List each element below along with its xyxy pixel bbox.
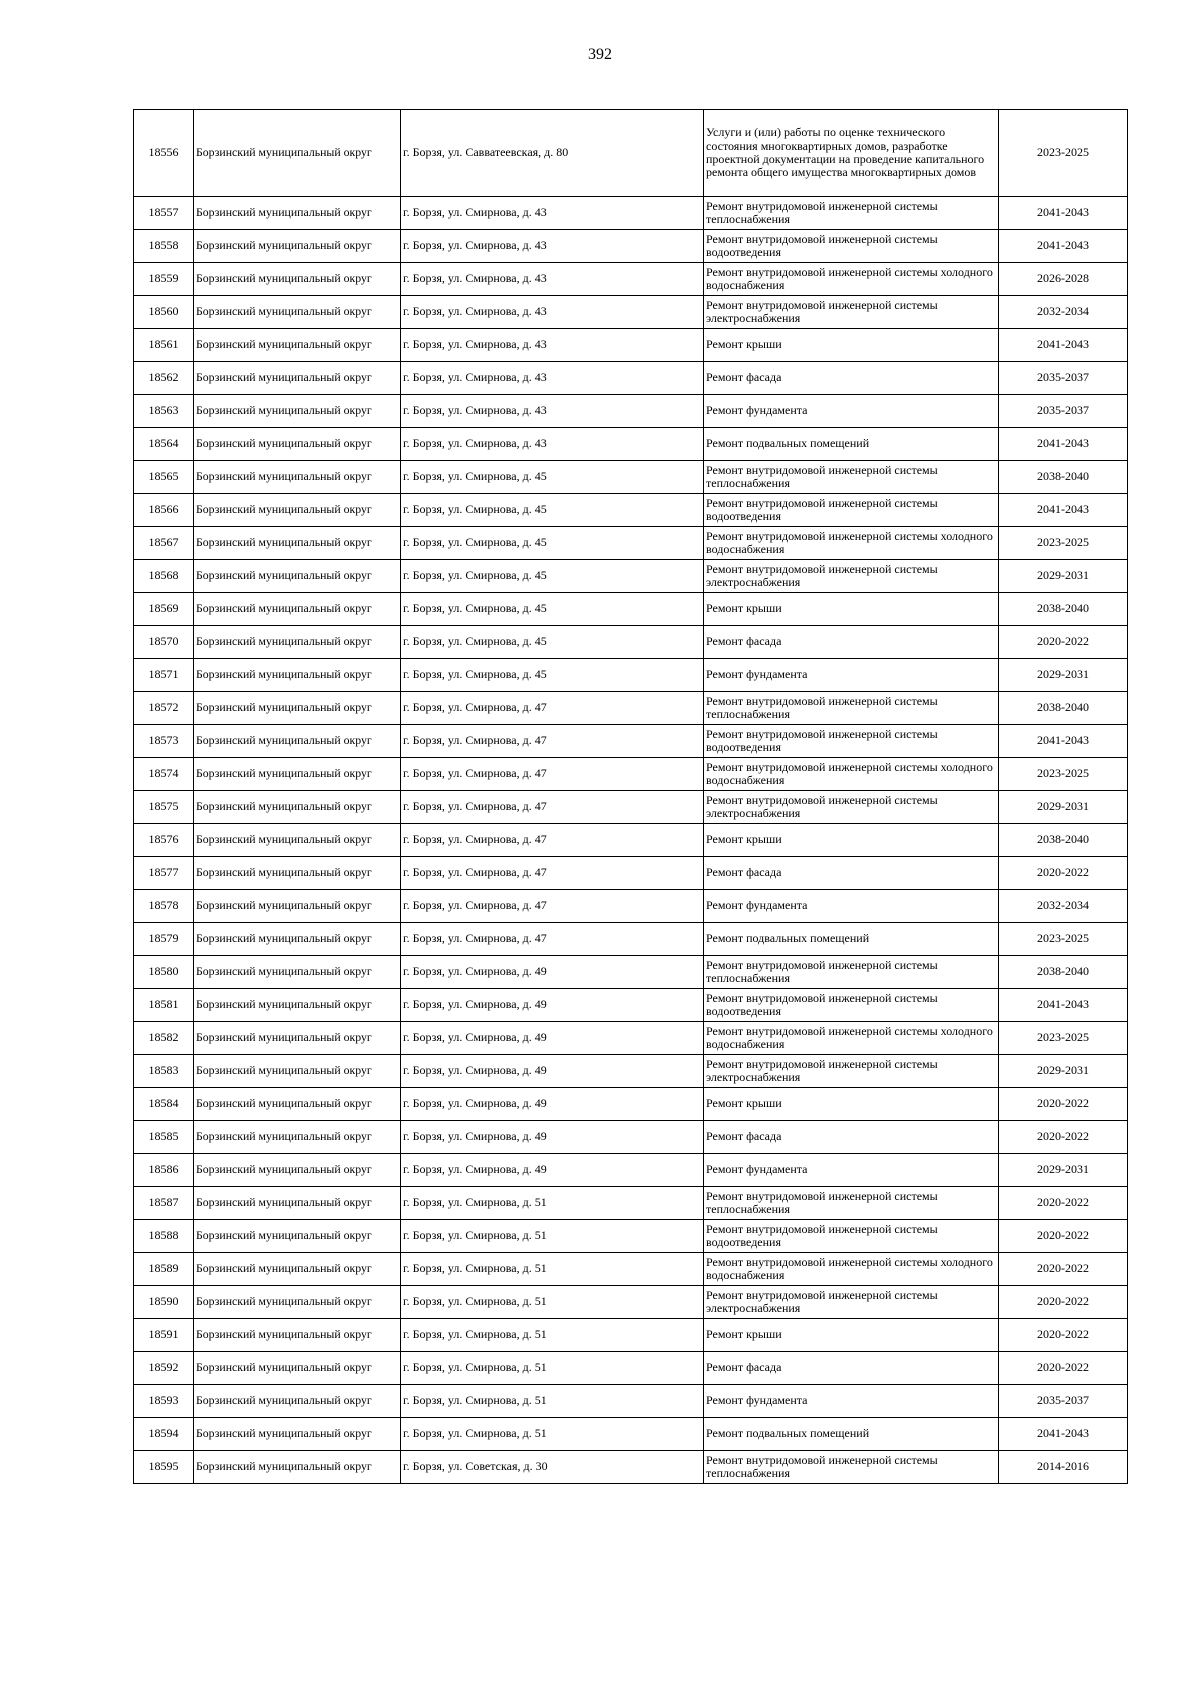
work-type-cell: Ремонт внутридомовой инженерной системы электроснабжения: [704, 791, 999, 824]
address-cell: г. Борзя, ул. Смирнова, д. 51: [401, 1253, 704, 1286]
district-cell: Борзинский муниципальный округ: [194, 725, 401, 758]
period-cell: 2029-2031: [999, 560, 1128, 593]
row-id-cell: 18570: [134, 626, 194, 659]
table-row: [134, 1352, 1128, 1385]
table-row: [134, 395, 1128, 428]
work-type-cell: Ремонт внутридомовой инженерной системы электроснабжения: [704, 296, 999, 329]
period-cell: 2029-2031: [999, 1154, 1128, 1187]
row-id-cell: 18572: [134, 692, 194, 725]
work-type-cell: Ремонт внутридомовой инженерной системы электроснабжения: [704, 560, 999, 593]
district-cell: Борзинский муниципальный округ: [194, 329, 401, 362]
work-type-cell: Ремонт внутридомовой инженерной системы теплоснабжения: [704, 1187, 999, 1220]
period-cell: 2023-2025: [999, 527, 1128, 560]
district-cell: Борзинский муниципальный округ: [194, 230, 401, 263]
table-row: [134, 1055, 1128, 1088]
row-id-cell: 18579: [134, 923, 194, 956]
address-cell: г. Борзя, ул. Смирнова, д. 51: [401, 1187, 704, 1220]
work-type-cell: Ремонт внутридомовой инженерной системы водоотведения: [704, 1220, 999, 1253]
period-cell: 2020-2022: [999, 857, 1128, 890]
table-row: [134, 494, 1128, 527]
address-cell: г. Борзя, ул. Смирнова, д. 51: [401, 1220, 704, 1253]
table-row: [134, 758, 1128, 791]
period-cell: 2041-2043: [999, 197, 1128, 230]
district-cell: Борзинский муниципальный округ: [194, 857, 401, 890]
table-row: [134, 296, 1128, 329]
district-cell: Борзинский муниципальный округ: [194, 1154, 401, 1187]
district-cell: Борзинский муниципальный округ: [194, 428, 401, 461]
table-row: [134, 626, 1128, 659]
address-cell: г. Борзя, ул. Смирнова, д. 43: [401, 362, 704, 395]
table-row: [134, 1088, 1128, 1121]
period-cell: 2020-2022: [999, 1253, 1128, 1286]
work-type-cell: Ремонт фасада: [704, 857, 999, 890]
work-type-cell: Ремонт внутридомовой инженерной системы водоотведения: [704, 989, 999, 1022]
table-row: [134, 692, 1128, 725]
period-cell: 2035-2037: [999, 1385, 1128, 1418]
row-id-cell: 18593: [134, 1385, 194, 1418]
work-type-cell: Ремонт внутридомовой инженерной системы водоотведения: [704, 494, 999, 527]
work-type-cell: Ремонт внутридомовой инженерной системы холодного водоснабжения: [704, 1022, 999, 1055]
district-cell: Борзинский муниципальный округ: [194, 1055, 401, 1088]
period-cell: 2038-2040: [999, 593, 1128, 626]
address-cell: г. Борзя, ул. Смирнова, д. 45: [401, 527, 704, 560]
period-cell: 2035-2037: [999, 362, 1128, 395]
address-cell: г. Борзя, ул. Смирнова, д. 49: [401, 1121, 704, 1154]
period-cell: 2041-2043: [999, 989, 1128, 1022]
work-type-cell: Ремонт крыши: [704, 329, 999, 362]
row-id-cell: 18573: [134, 725, 194, 758]
table-row: [134, 1451, 1128, 1484]
table-row: [134, 110, 1128, 197]
period-cell: 2020-2022: [999, 1352, 1128, 1385]
period-cell: 2035-2037: [999, 395, 1128, 428]
row-id-cell: 18592: [134, 1352, 194, 1385]
address-cell: г. Борзя, ул. Смирнова, д. 49: [401, 1154, 704, 1187]
district-cell: Борзинский муниципальный округ: [194, 1319, 401, 1352]
table-row: [134, 461, 1128, 494]
address-cell: г. Борзя, ул. Смирнова, д. 47: [401, 890, 704, 923]
work-type-cell: Ремонт фасада: [704, 1121, 999, 1154]
address-cell: г. Борзя, ул. Смирнова, д. 43: [401, 263, 704, 296]
address-cell: г. Борзя, ул. Смирнова, д. 47: [401, 857, 704, 890]
address-cell: г. Борзя, ул. Смирнова, д. 43: [401, 197, 704, 230]
address-cell: г. Борзя, ул. Смирнова, д. 51: [401, 1385, 704, 1418]
table-row: [134, 362, 1128, 395]
work-type-cell: Ремонт внутридомовой инженерной системы холодного водоснабжения: [704, 527, 999, 560]
district-cell: Борзинский муниципальный округ: [194, 692, 401, 725]
district-cell: Борзинский муниципальный округ: [194, 1253, 401, 1286]
work-type-cell: Ремонт внутридомовой инженерной системы водоотведения: [704, 230, 999, 263]
address-cell: г. Борзя, ул. Смирнова, д. 43: [401, 296, 704, 329]
period-cell: 2038-2040: [999, 824, 1128, 857]
district-cell: Борзинский муниципальный округ: [194, 626, 401, 659]
period-cell: 2020-2022: [999, 1187, 1128, 1220]
work-type-cell: Ремонт внутридомовой инженерной системы теплоснабжения: [704, 197, 999, 230]
period-cell: 2041-2043: [999, 428, 1128, 461]
address-cell: г. Борзя, ул. Смирнова, д. 47: [401, 791, 704, 824]
row-id-cell: 18556: [134, 110, 194, 197]
period-cell: 2014-2016: [999, 1451, 1128, 1484]
table-row: [134, 659, 1128, 692]
row-id-cell: 18576: [134, 824, 194, 857]
address-cell: г. Борзя, ул. Смирнова, д. 47: [401, 692, 704, 725]
period-cell: 2023-2025: [999, 923, 1128, 956]
table-row: [134, 956, 1128, 989]
row-id-cell: 18564: [134, 428, 194, 461]
address-cell: г. Борзя, ул. Смирнова, д. 47: [401, 758, 704, 791]
period-cell: 2029-2031: [999, 791, 1128, 824]
table-row: [134, 428, 1128, 461]
work-type-cell: Ремонт фундамента: [704, 659, 999, 692]
work-type-cell: Ремонт фундамента: [704, 1154, 999, 1187]
district-cell: Борзинский муниципальный округ: [194, 890, 401, 923]
address-cell: г. Борзя, ул. Смирнова, д. 51: [401, 1352, 704, 1385]
district-cell: Борзинский муниципальный округ: [194, 461, 401, 494]
district-cell: Борзинский муниципальный округ: [194, 296, 401, 329]
district-cell: Борзинский муниципальный округ: [194, 362, 401, 395]
table-row: [134, 1385, 1128, 1418]
table-row: [134, 725, 1128, 758]
period-cell: 2029-2031: [999, 659, 1128, 692]
work-type-cell: Ремонт внутридомовой инженерной системы холодного водоснабжения: [704, 263, 999, 296]
district-cell: Борзинский муниципальный округ: [194, 1286, 401, 1319]
work-type-cell: Ремонт внутридомовой инженерной системы теплоснабжения: [704, 461, 999, 494]
row-id-cell: 18594: [134, 1418, 194, 1451]
district-cell: Борзинский муниципальный округ: [194, 593, 401, 626]
period-cell: 2041-2043: [999, 329, 1128, 362]
row-id-cell: 18557: [134, 197, 194, 230]
period-cell: 2020-2022: [999, 1220, 1128, 1253]
capital-repair-table: [133, 109, 1128, 1484]
work-type-cell: Ремонт внутридомовой инженерной системы холодного водоснабжения: [704, 758, 999, 791]
work-type-cell: Ремонт внутридомовой инженерной системы электроснабжения: [704, 1055, 999, 1088]
row-id-cell: 18565: [134, 461, 194, 494]
work-type-cell: Ремонт фасада: [704, 362, 999, 395]
work-type-cell: Ремонт внутридомовой инженерной системы теплоснабжения: [704, 692, 999, 725]
work-type-cell: Ремонт внутридомовой инженерной системы теплоснабжения: [704, 956, 999, 989]
district-cell: Борзинский муниципальный округ: [194, 494, 401, 527]
row-id-cell: 18590: [134, 1286, 194, 1319]
table-row: [134, 791, 1128, 824]
district-cell: Борзинский муниципальный округ: [194, 395, 401, 428]
period-cell: 2041-2043: [999, 1418, 1128, 1451]
table-row: [134, 923, 1128, 956]
district-cell: Борзинский муниципальный округ: [194, 1121, 401, 1154]
table-row: [134, 230, 1128, 263]
district-cell: Борзинский муниципальный округ: [194, 989, 401, 1022]
period-cell: 2023-2025: [999, 1022, 1128, 1055]
work-type-cell: Ремонт подвальных помещений: [704, 923, 999, 956]
row-id-cell: 18566: [134, 494, 194, 527]
period-cell: 2041-2043: [999, 494, 1128, 527]
period-cell: 2023-2025: [999, 758, 1128, 791]
period-cell: 2023-2025: [999, 110, 1128, 197]
district-cell: Борзинский муниципальный округ: [194, 110, 401, 197]
row-id-cell: 18583: [134, 1055, 194, 1088]
work-type-cell: Ремонт подвальных помещений: [704, 1418, 999, 1451]
work-type-cell: Ремонт фундамента: [704, 395, 999, 428]
table-row: [134, 1220, 1128, 1253]
work-type-cell: Услуги и (или) работы по оценке технического состояния многоквартирных домов, разработке проектной документации на проведение капитального ремонта общего имущества многоквартирных домов: [704, 110, 999, 197]
address-cell: г. Борзя, ул. Смирнова, д. 45: [401, 626, 704, 659]
row-id-cell: 18569: [134, 593, 194, 626]
address-cell: г. Борзя, ул. Смирнова, д. 49: [401, 1022, 704, 1055]
table-row: [134, 1154, 1128, 1187]
work-type-cell: Ремонт фасада: [704, 626, 999, 659]
period-cell: 2032-2034: [999, 296, 1128, 329]
address-cell: г. Борзя, ул. Смирнова, д. 49: [401, 1055, 704, 1088]
work-type-cell: Ремонт внутридомовой инженерной системы теплоснабжения: [704, 1451, 999, 1484]
work-type-cell: Ремонт внутридомовой инженерной системы водоотведения: [704, 725, 999, 758]
work-type-cell: Ремонт крыши: [704, 824, 999, 857]
work-type-cell: Ремонт фундамента: [704, 890, 999, 923]
work-type-cell: Ремонт крыши: [704, 1088, 999, 1121]
page-number: 392: [588, 46, 612, 63]
table-row: [134, 1319, 1128, 1352]
work-type-cell: Ремонт крыши: [704, 1319, 999, 1352]
table-row: [134, 527, 1128, 560]
table-row: [134, 1253, 1128, 1286]
row-id-cell: 18578: [134, 890, 194, 923]
address-cell: г. Борзя, ул. Смирнова, д. 45: [401, 593, 704, 626]
period-cell: 2038-2040: [999, 692, 1128, 725]
period-cell: 2041-2043: [999, 725, 1128, 758]
row-id-cell: 18568: [134, 560, 194, 593]
row-id-cell: 18571: [134, 659, 194, 692]
address-cell: г. Борзя, ул. Смирнова, д. 49: [401, 956, 704, 989]
row-id-cell: 18585: [134, 1121, 194, 1154]
work-type-cell: Ремонт фундамента: [704, 1385, 999, 1418]
table-row: [134, 560, 1128, 593]
row-id-cell: 18558: [134, 230, 194, 263]
district-cell: Борзинский муниципальный округ: [194, 1352, 401, 1385]
district-cell: Борзинский муниципальный округ: [194, 1220, 401, 1253]
work-type-cell: Ремонт внутридомовой инженерной системы электроснабжения: [704, 1286, 999, 1319]
row-id-cell: 18580: [134, 956, 194, 989]
address-cell: г. Борзя, ул. Смирнова, д. 51: [401, 1286, 704, 1319]
district-cell: Борзинский муниципальный округ: [194, 923, 401, 956]
address-cell: г. Борзя, ул. Смирнова, д. 45: [401, 659, 704, 692]
table-body: [134, 110, 1128, 1484]
district-cell: Борзинский муниципальный округ: [194, 956, 401, 989]
district-cell: Борзинский муниципальный округ: [194, 1187, 401, 1220]
table-row: [134, 989, 1128, 1022]
row-id-cell: 18582: [134, 1022, 194, 1055]
table-row: [134, 593, 1128, 626]
district-cell: Борзинский муниципальный округ: [194, 659, 401, 692]
table-row: [134, 1121, 1128, 1154]
district-cell: Борзинский муниципальный округ: [194, 1451, 401, 1484]
table-row: [134, 857, 1128, 890]
row-id-cell: 18561: [134, 329, 194, 362]
row-id-cell: 18559: [134, 263, 194, 296]
district-cell: Борзинский муниципальный округ: [194, 1418, 401, 1451]
table-row: [134, 890, 1128, 923]
period-cell: 2020-2022: [999, 1088, 1128, 1121]
row-id-cell: 18587: [134, 1187, 194, 1220]
address-cell: г. Борзя, ул. Савватеевская, д. 80: [401, 110, 704, 197]
address-cell: г. Борзя, ул. Смирнова, д. 51: [401, 1418, 704, 1451]
district-cell: Борзинский муниципальный округ: [194, 263, 401, 296]
address-cell: г. Борзя, ул. Смирнова, д. 47: [401, 725, 704, 758]
address-cell: г. Борзя, ул. Смирнова, д. 47: [401, 824, 704, 857]
address-cell: г. Борзя, ул. Смирнова, д. 45: [401, 461, 704, 494]
address-cell: г. Борзя, ул. Смирнова, д. 47: [401, 923, 704, 956]
table-row: [134, 824, 1128, 857]
district-cell: Борзинский муниципальный округ: [194, 560, 401, 593]
period-cell: 2020-2022: [999, 1319, 1128, 1352]
address-cell: г. Борзя, ул. Смирнова, д. 43: [401, 230, 704, 263]
row-id-cell: 18567: [134, 527, 194, 560]
work-type-cell: Ремонт подвальных помещений: [704, 428, 999, 461]
period-cell: 2032-2034: [999, 890, 1128, 923]
work-type-cell: Ремонт крыши: [704, 593, 999, 626]
district-cell: Борзинский муниципальный округ: [194, 197, 401, 230]
district-cell: Борзинский муниципальный округ: [194, 1022, 401, 1055]
row-id-cell: 18586: [134, 1154, 194, 1187]
row-id-cell: 18595: [134, 1451, 194, 1484]
table-row: [134, 197, 1128, 230]
row-id-cell: 18563: [134, 395, 194, 428]
district-cell: Борзинский муниципальный округ: [194, 758, 401, 791]
period-cell: 2020-2022: [999, 626, 1128, 659]
period-cell: 2020-2022: [999, 1286, 1128, 1319]
period-cell: 2038-2040: [999, 461, 1128, 494]
table-row: [134, 1286, 1128, 1319]
table-row: [134, 1022, 1128, 1055]
address-cell: г. Борзя, ул. Смирнова, д. 45: [401, 560, 704, 593]
district-cell: Борзинский муниципальный округ: [194, 791, 401, 824]
address-cell: г. Борзя, ул. Смирнова, д. 45: [401, 494, 704, 527]
row-id-cell: 18591: [134, 1319, 194, 1352]
district-cell: Борзинский муниципальный округ: [194, 824, 401, 857]
row-id-cell: 18560: [134, 296, 194, 329]
row-id-cell: 18588: [134, 1220, 194, 1253]
row-id-cell: 18581: [134, 989, 194, 1022]
period-cell: 2026-2028: [999, 263, 1128, 296]
address-cell: г. Борзя, ул. Смирнова, д. 43: [401, 428, 704, 461]
row-id-cell: 18589: [134, 1253, 194, 1286]
row-id-cell: 18577: [134, 857, 194, 890]
period-cell: 2041-2043: [999, 230, 1128, 263]
district-cell: Борзинский муниципальный округ: [194, 527, 401, 560]
table-row: [134, 263, 1128, 296]
address-cell: г. Борзя, ул. Смирнова, д. 51: [401, 1319, 704, 1352]
district-cell: Борзинский муниципальный округ: [194, 1385, 401, 1418]
address-cell: г. Борзя, ул. Советская, д. 30: [401, 1451, 704, 1484]
address-cell: г. Борзя, ул. Смирнова, д. 49: [401, 1088, 704, 1121]
address-cell: г. Борзя, ул. Смирнова, д. 49: [401, 989, 704, 1022]
row-id-cell: 18584: [134, 1088, 194, 1121]
work-type-cell: Ремонт внутридомовой инженерной системы холодного водоснабжения: [704, 1253, 999, 1286]
table-row: [134, 1187, 1128, 1220]
district-cell: Борзинский муниципальный округ: [194, 1088, 401, 1121]
row-id-cell: 18574: [134, 758, 194, 791]
period-cell: 2020-2022: [999, 1121, 1128, 1154]
table-row: [134, 329, 1128, 362]
row-id-cell: 18575: [134, 791, 194, 824]
period-cell: 2038-2040: [999, 956, 1128, 989]
row-id-cell: 18562: [134, 362, 194, 395]
address-cell: г. Борзя, ул. Смирнова, д. 43: [401, 329, 704, 362]
table-row: [134, 1418, 1128, 1451]
address-cell: г. Борзя, ул. Смирнова, д. 43: [401, 395, 704, 428]
period-cell: 2029-2031: [999, 1055, 1128, 1088]
work-type-cell: Ремонт фасада: [704, 1352, 999, 1385]
